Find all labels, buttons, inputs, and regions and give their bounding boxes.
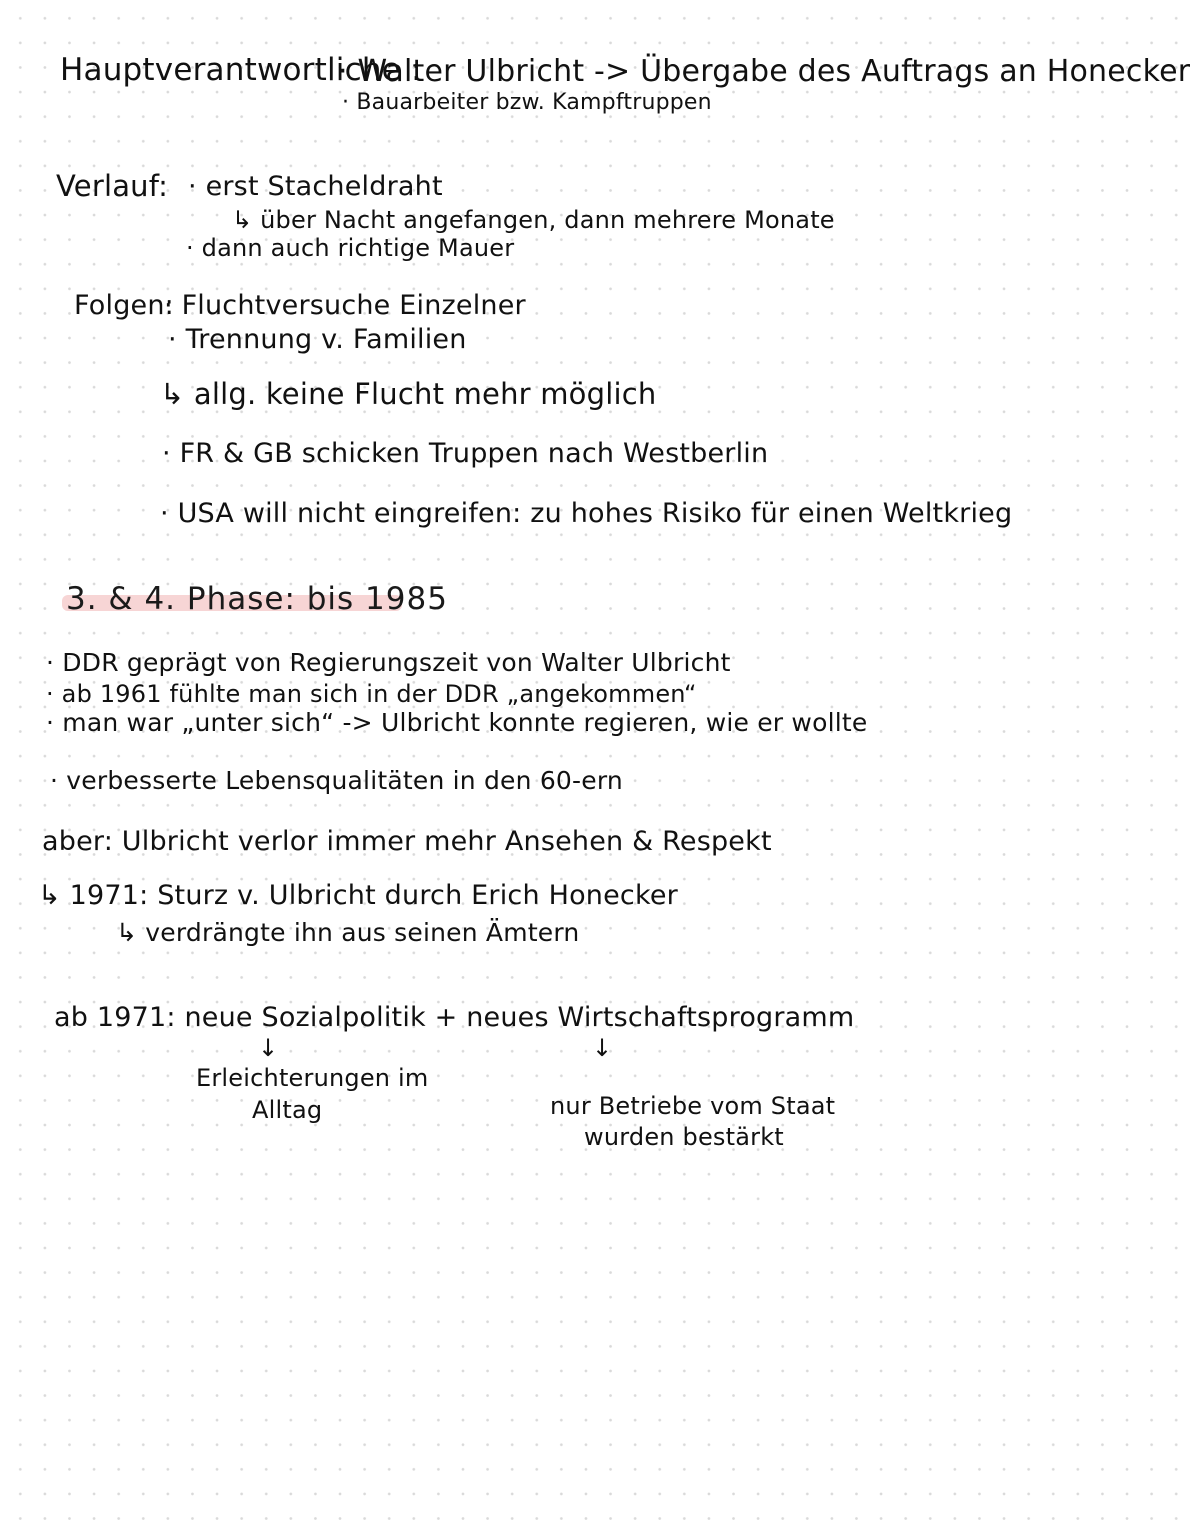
folgen-item-1: · Fluchtversuche Einzelner	[164, 290, 526, 321]
verlauf-item-1: · erst Stacheldraht	[188, 171, 443, 202]
phase-heading: 3. & 4. Phase: bis 1985	[66, 581, 448, 617]
arrow-right: ↓	[592, 1034, 613, 1062]
folgen-item-4: · USA will nicht eingreifen: zu hohes Risiko für einen Weltkrieg	[160, 498, 1013, 529]
folgen-label: Folgen:	[74, 290, 174, 321]
sozialpolitik-effect-2: Alltag	[252, 1096, 323, 1124]
phase-bullet-3: · man war „unter sich“ -> Ulbricht konnte regieren, wie er wollte	[46, 708, 868, 737]
verdraengt-line: ↳ verdrängte ihn aus seinen Ämtern	[116, 918, 580, 947]
verlauf-label: Verlauf:	[56, 169, 169, 203]
ab-1971-line: ab 1971: neue Sozialpolitik + neues Wirtschaftsprogramm	[54, 1002, 855, 1033]
aber-line: aber: Ulbricht verlor immer mehr Ansehen & Respekt	[42, 826, 772, 857]
verlauf-item-2: · dann auch richtige Mauer	[186, 234, 515, 262]
phase-bullet-2: · ab 1961 fühlte man sich in der DDR „angekommen“	[46, 680, 697, 708]
responsible-line-1: · Walter Ulbricht -> Übergabe des Auftrags an Honecker	[338, 54, 1190, 89]
arrow-left: ↓	[258, 1034, 279, 1062]
hauptverantwortliche-label: Hauptverantwortliche :	[60, 52, 422, 88]
responsible-line-2: · Bauarbeiter bzw. Kampftruppen	[342, 90, 712, 115]
phase-bullet-4: · verbesserte Lebensqualitäten in den 60-ern	[50, 766, 623, 795]
folgen-item-2: · Trennung v. Familien	[168, 324, 467, 355]
phase-bullet-1: · DDR geprägt von Regierungszeit von Walter Ulbricht	[46, 648, 731, 677]
verlauf-sub-1: ↳ über Nacht angefangen, dann mehrere Monate	[232, 206, 835, 234]
sozialpolitik-effect-1: Erleichterungen im	[196, 1064, 429, 1092]
folgen-sub-1: ↳ allg. keine Flucht mehr möglich	[160, 377, 657, 411]
wirtschaft-effect-1: nur Betriebe vom Staat	[550, 1092, 836, 1120]
wirtschaft-effect-2: wurden bestärkt	[584, 1123, 784, 1151]
sturz-line: ↳ 1971: Sturz v. Ulbricht durch Erich Honecker	[38, 880, 678, 911]
folgen-item-3: · FR & GB schicken Truppen nach Westberlin	[162, 438, 769, 469]
